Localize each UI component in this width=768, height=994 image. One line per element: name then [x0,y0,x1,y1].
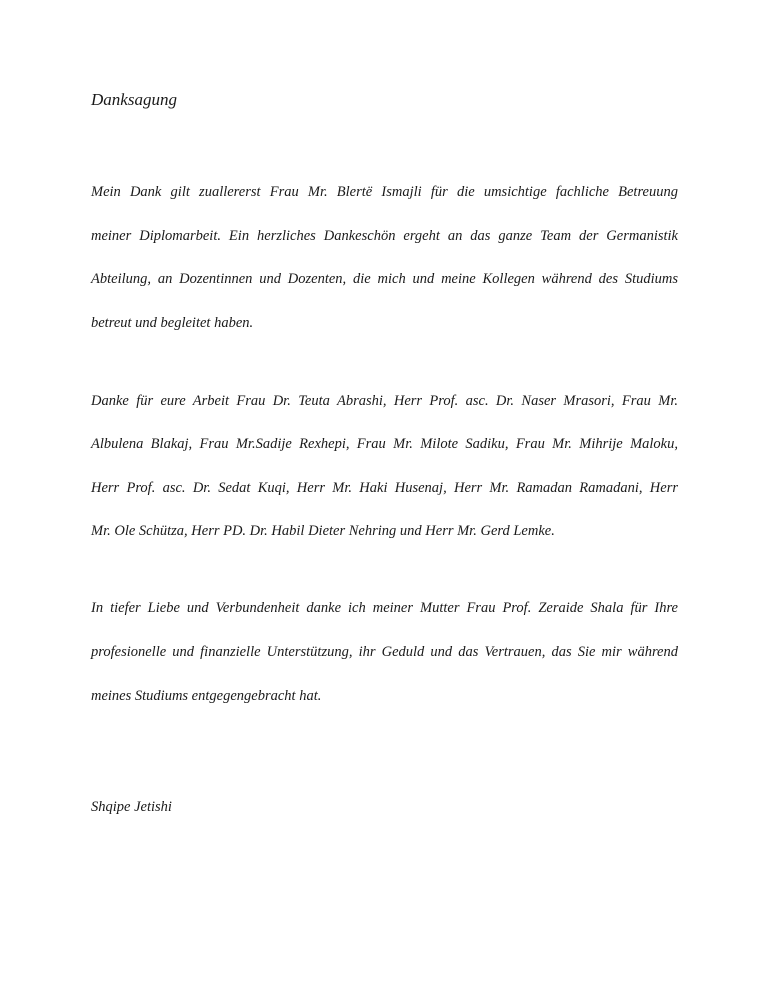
paragraph-1-line-4: betreut und begleitet haben. [91,315,254,331]
paragraph-1-line-1: Mein Dank gilt zuallererst Frau Mr. Blertë Ismajli für die umsichtige fachliche Betreuung [91,184,678,200]
paragraph-2-line-4: Mr. Ole Schütza, Herr PD. Dr. Habil Dieter Nehring und Herr Mr. Gerd Lemke. [91,523,555,539]
paragraph-2-line-3: Herr Prof. asc. Dr. Sedat Kuqi, Herr Mr. Haki Husenaj, Herr Mr. Ramadan Ramadani, Herr [91,480,678,496]
paragraph-3-line-3: meines Studiums entgegengebracht hat. [91,688,322,704]
paragraph-3-line-2: profesionelle und finanzielle Unterstützung, ihr Geduld und das Vertrauen, das Sie mir während [91,644,678,660]
signature: Shqipe Jetishi [91,799,172,815]
paragraph-1-line-2: meiner Diplomarbeit. Ein herzliches Dankeschön ergeht an das ganze Team der Germanistik [91,228,678,244]
page-title: Danksagung [91,90,177,109]
paragraph-1-line-3: Abteilung, an Dozentinnen und Dozenten, die mich und meine Kollegen während des Studiums [91,271,678,287]
paragraph-2-line-2: Albulena Blakaj, Frau Mr.Sadije Rexhepi, Frau Mr. Milote Sadiku, Frau Mr. Mihrije Maloku, [91,436,678,452]
paragraph-2-line-1: Danke für eure Arbeit Frau Dr. Teuta Abrashi, Herr Prof. asc. Dr. Naser Mrasori, Frau Mr. [91,393,678,409]
paragraph-3-line-1: In tiefer Liebe und Verbundenheit danke ich meiner Mutter Frau Prof. Zeraide Shala für Ihre [91,600,678,616]
